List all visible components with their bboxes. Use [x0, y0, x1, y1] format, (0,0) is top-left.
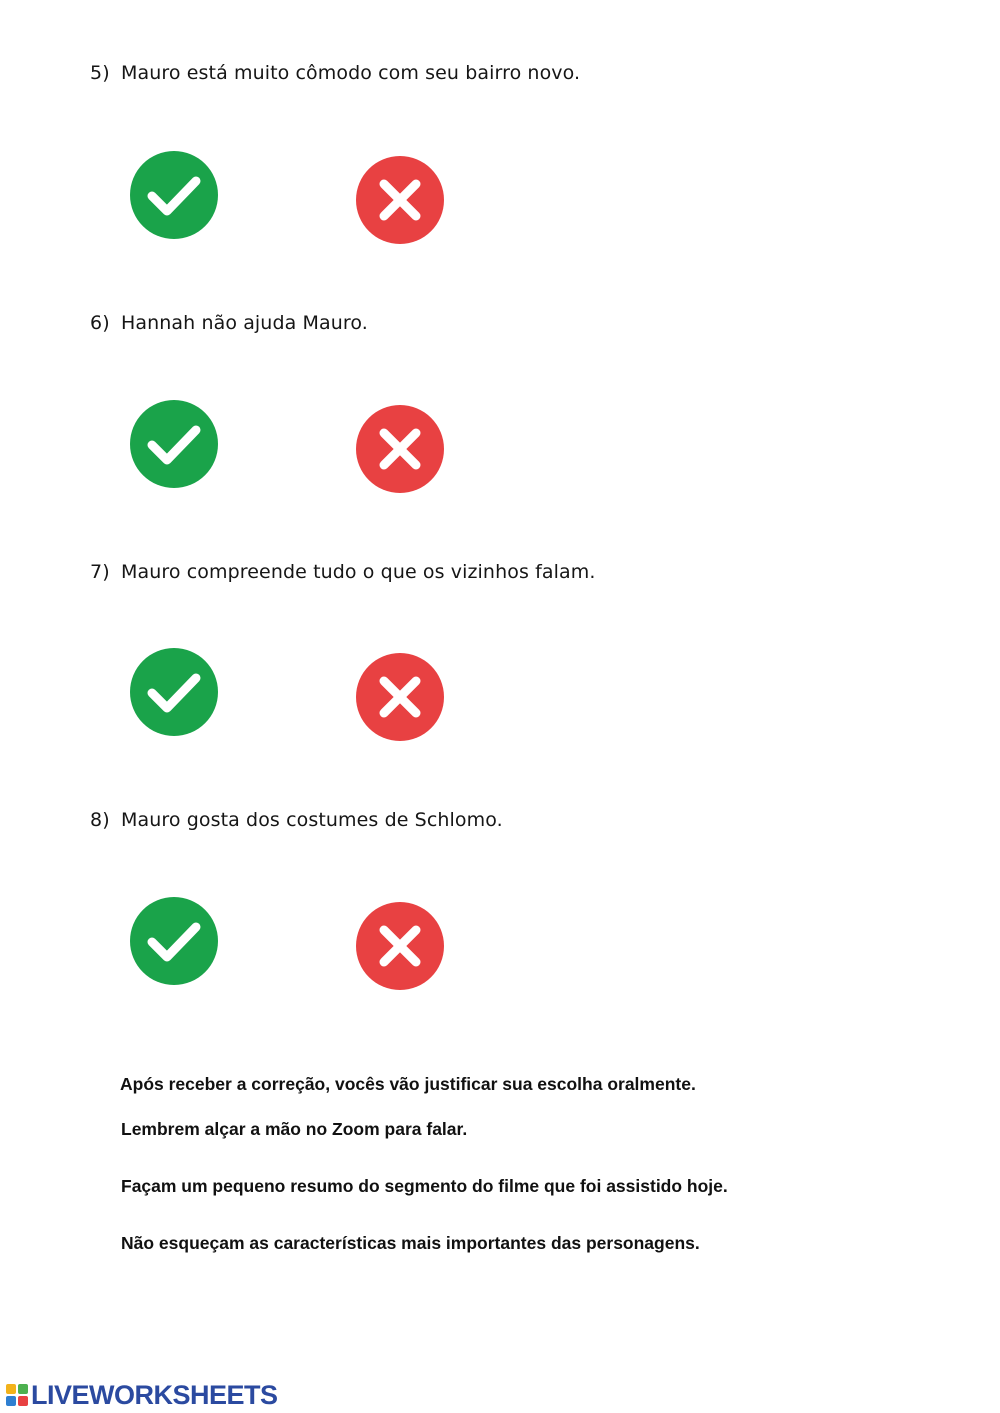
cross-icon[interactable]	[356, 902, 444, 990]
question-text: Mauro gosta dos costumes de Schlomo.	[121, 809, 503, 831]
instruction-raise-hand: Lembrem alçar a mão no Zoom para falar.	[121, 1119, 468, 1139]
instruction-summary: Façam um pequeno resumo do segmento do filme que foi assistido hoje.	[121, 1176, 728, 1196]
question-text: Mauro está muito cômodo com seu bairro novo.	[121, 62, 581, 84]
question-text: Mauro compreende tudo o que os vizinhos falam.	[121, 561, 596, 583]
instruction-justify: Após receber a correção, vocês vão justificar sua escolha oralmente.	[120, 1074, 696, 1094]
cross-icon[interactable]	[356, 156, 444, 244]
liveworksheets-logo	[6, 1380, 278, 1410]
question-7	[90, 561, 595, 583]
check-icon[interactable]	[130, 648, 218, 736]
check-icon[interactable]	[130, 897, 218, 985]
question-number: 5)	[90, 62, 110, 84]
question-text: Hannah não ajuda Mauro.	[121, 312, 368, 334]
cross-icon[interactable]	[356, 405, 444, 493]
check-icon[interactable]	[130, 400, 218, 488]
question-8	[90, 809, 503, 831]
logo-badge-icon	[6, 1384, 28, 1406]
question-number: 8)	[90, 809, 110, 831]
question-number: 7)	[90, 561, 110, 583]
logo-text: LIVEWORKSHEETS	[31, 1379, 278, 1410]
cross-icon[interactable]	[356, 653, 444, 741]
question-5	[90, 62, 580, 84]
instruction-characters: Não esqueçam as características mais importantes das personagens.	[121, 1233, 700, 1253]
check-icon[interactable]	[130, 151, 218, 239]
question-6	[90, 312, 368, 334]
question-number: 6)	[90, 312, 110, 334]
